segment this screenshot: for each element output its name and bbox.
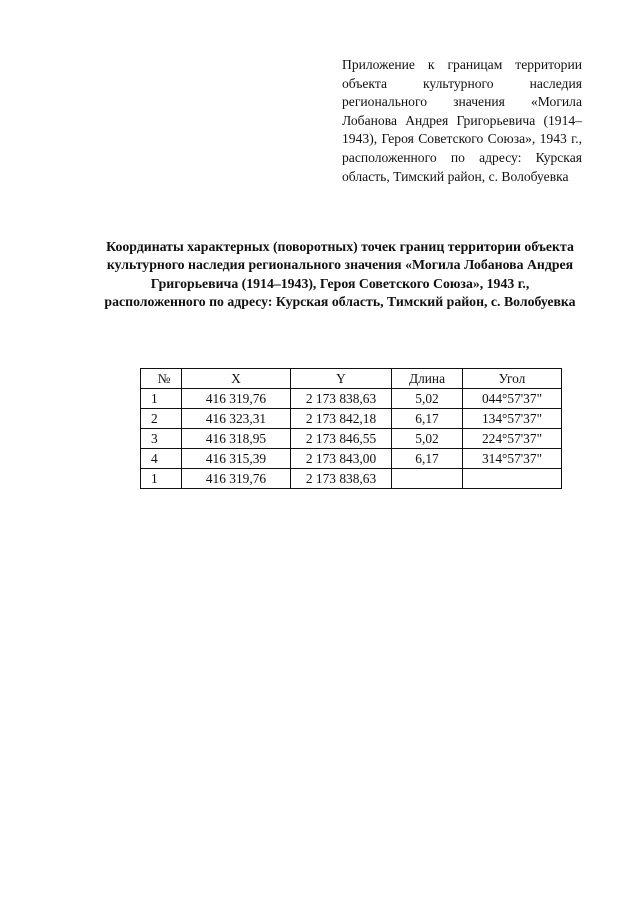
cell-x: 416 315,39 bbox=[182, 449, 291, 469]
cell-angle: 224°57'37" bbox=[463, 429, 562, 449]
cell-angle: 314°57'37" bbox=[463, 449, 562, 469]
header-x: X bbox=[182, 369, 291, 389]
cell-angle: 134°57'37" bbox=[463, 409, 562, 429]
table-header bbox=[141, 369, 562, 389]
cell-x: 416 318,95 bbox=[182, 429, 291, 449]
cell-length: 5,02 bbox=[392, 429, 463, 449]
cell-angle bbox=[463, 469, 562, 489]
cell-y: 2 173 838,63 bbox=[291, 469, 392, 489]
header-angle: Угол bbox=[463, 369, 562, 389]
annex-note bbox=[342, 56, 582, 186]
table-body bbox=[141, 389, 562, 489]
table-row bbox=[141, 449, 562, 469]
header-length: Длина bbox=[392, 369, 463, 389]
table-row bbox=[141, 429, 562, 449]
cell-y: 2 173 838,63 bbox=[291, 389, 392, 409]
cell-x: 416 319,76 bbox=[182, 469, 291, 489]
document-title bbox=[100, 238, 580, 312]
cell-num: 3 bbox=[141, 429, 182, 449]
cell-num: 1 bbox=[141, 469, 182, 489]
header-num: № bbox=[141, 369, 182, 389]
cell-num: 2 bbox=[141, 409, 182, 429]
cell-y: 2 173 843,00 bbox=[291, 449, 392, 469]
table-header-row bbox=[141, 369, 562, 389]
cell-length: 6,17 bbox=[392, 449, 463, 469]
cell-length: 5,02 bbox=[392, 389, 463, 409]
document-title-text: Координаты характерных (поворотных) точек границ территории объекта культурного наследия регионального значения «Могила Лобанова Андрея Григорьевича (1914–1943), Героя Советского Союза», 1943 г., расположенного по адресу: Курская область, Тимский район, с. Волобуевка bbox=[104, 239, 576, 310]
annex-note-text: Приложение к границам территории объекта культурного наследия регионального значения «Могила Лобанова Андрея Григорьевича (1914–1943), Героя Советского Союза», 1943 г., расположенного по адресу: Курская область, Тимский район, с. Волобуевка bbox=[342, 57, 582, 184]
cell-num: 4 bbox=[141, 449, 182, 469]
cell-length bbox=[392, 469, 463, 489]
cell-x: 416 319,76 bbox=[182, 389, 291, 409]
coordinates-table bbox=[140, 368, 562, 489]
header-y: Y bbox=[291, 369, 392, 389]
table-row bbox=[141, 389, 562, 409]
cell-angle: 044°57'37" bbox=[463, 389, 562, 409]
cell-x: 416 323,31 bbox=[182, 409, 291, 429]
table-row bbox=[141, 469, 562, 489]
table-row bbox=[141, 409, 562, 429]
cell-y: 2 173 846,55 bbox=[291, 429, 392, 449]
cell-num: 1 bbox=[141, 389, 182, 409]
cell-length: 6,17 bbox=[392, 409, 463, 429]
cell-y: 2 173 842,18 bbox=[291, 409, 392, 429]
